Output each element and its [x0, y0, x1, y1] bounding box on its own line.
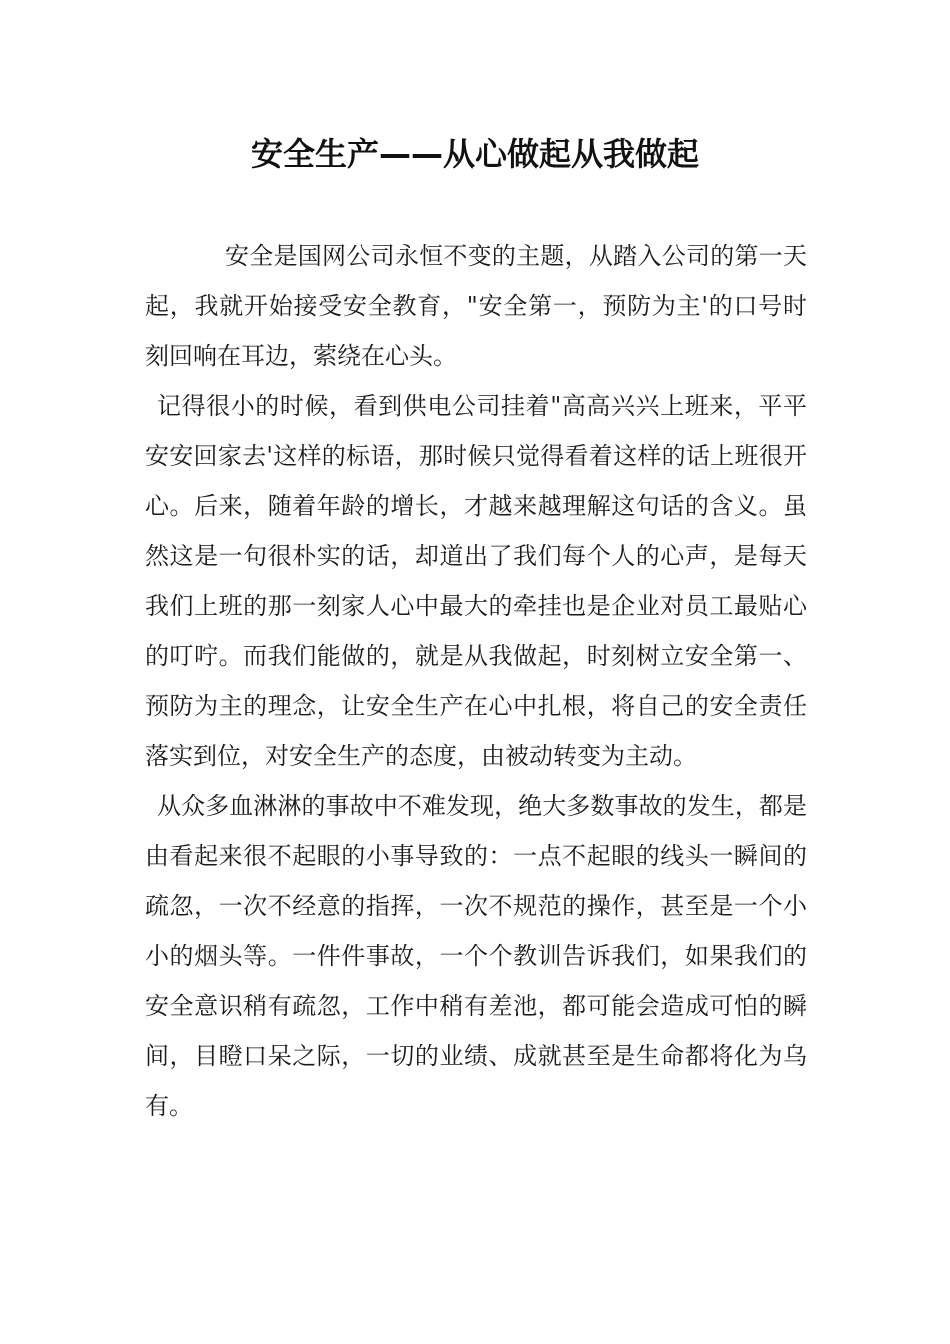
document-title: 安全生产——从心做起从我做起 — [250, 135, 699, 173]
document-body — [145, 231, 807, 1131]
paragraph-3: 从众多血淋淋的事故中不难发现，绝大多数事故的发生，都是由看起来很不起眼的小事导致的：一点不起眼的线头一瞬间的疏忽，一次不经意的指挥，一次不规范的操作，甚至是一个小小的烟头等。一件件事故，一个个教训告诉我们，如果我们的安全意识稍有疏忽，工作中稍有差池，都可能会造成可怕的瞬间，目瞪口呆之际，一切的业绩、成就甚至是生命都将化为乌有。 — [145, 792, 807, 1120]
paragraph-1: 安全是国网公司永恒不变的主题，从踏入公司的第一天起，我就开始接受安全教育，"安全第一，预防为主'的口号时刻回响在耳边，萦绕在心头。 — [145, 242, 807, 370]
paragraph-2: 记得很小的时候，看到供电公司挂着"高高兴兴上班来，平平安安回家去'这样的标语，那时候只觉得看着这样的话上班很开心。后来，随着年龄的增长，才越来越理解这句话的含义。虽然这是一句很朴实的话，却道出了我们每个人的心声，是每天我们上班的那一刻家人心中最大的牵挂也是企业对员工最贴心的叮咛。而我们能做的，就是从我做起，时刻树立安全第一、预防为主的理念，让安全生产在心中扎根，将自己的安全责任落实到位，对安全生产的态度，由被动转变为主动。 — [145, 392, 807, 770]
